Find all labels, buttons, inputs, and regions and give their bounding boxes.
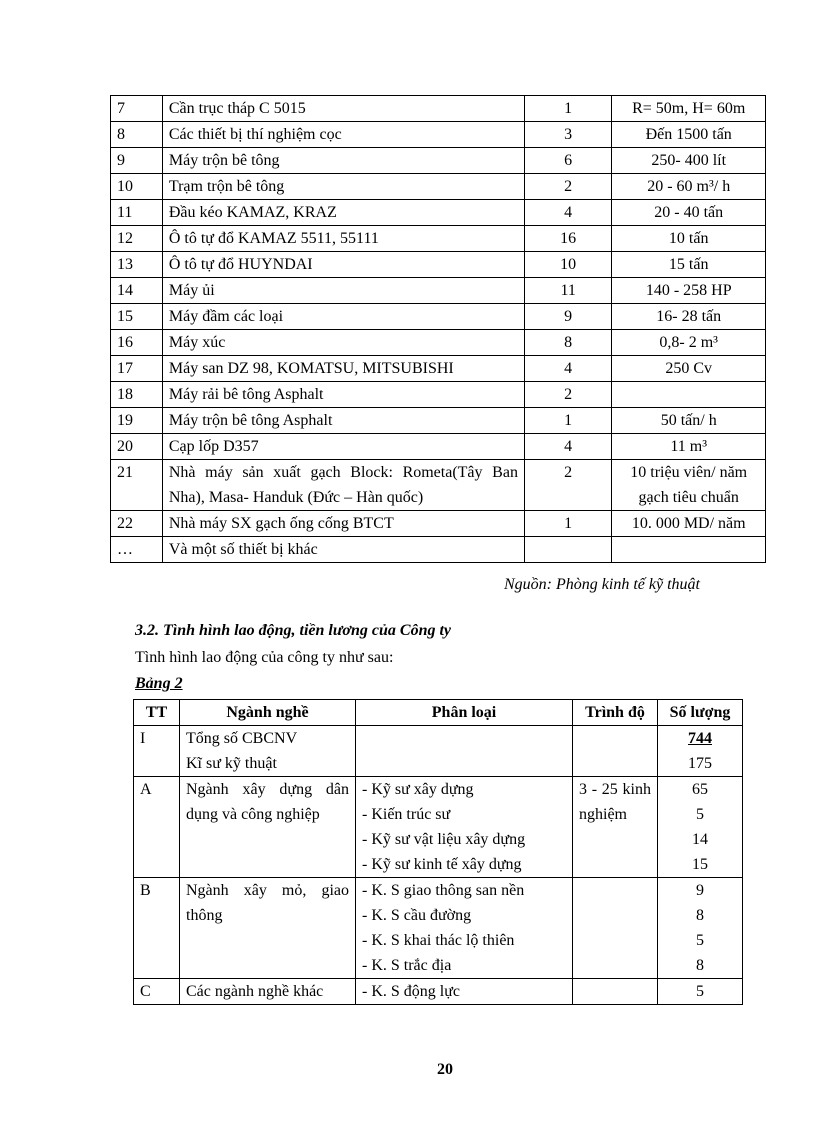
table-row [111,278,766,304]
table-row [134,726,743,777]
cell-stt: 19 [111,408,163,434]
cell-quantity: 2 [524,460,611,511]
cell-tt: B [134,878,180,979]
table-row [111,148,766,174]
cell-stt: 12 [111,226,163,252]
table-header-row [134,700,743,726]
table-row [111,382,766,408]
cell-stt: 18 [111,382,163,408]
cell-so-luong: 5 [658,979,743,1005]
table-row [111,96,766,122]
header-trinh-do: Trình độ [573,700,658,726]
cell-quantity: 2 [524,382,611,408]
cell-phan-loai: - Kỹ sư xây dựng - Kiến trúc sư - Kỹ sư vật liệu xây dựng - Kỹ sư kinh tế xây dựng [356,777,573,878]
cell-trinh-do [573,878,658,979]
table-row [111,537,766,563]
cell-capacity: 10 triệu viên/ năm gạch tiêu chuẩn [612,460,766,511]
cell-stt: 20 [111,434,163,460]
cell-quantity: 2 [524,174,611,200]
table-row [111,408,766,434]
cell-equipment-name: Trạm trộn bê tông [162,174,524,200]
table-row [134,777,743,878]
labor-table [133,699,743,1005]
cell-equipment-name: Máy xúc [162,330,524,356]
table-row [111,511,766,537]
cell-tt: C [134,979,180,1005]
cell-stt: 14 [111,278,163,304]
cell-trinh-do: 3 - 25 kinh nghiệm [573,777,658,878]
cell-equipment-name: Cạp lốp D357 [162,434,524,460]
header-tt: TT [134,700,180,726]
cell-so-luong: 744 175 [658,726,743,777]
cell-quantity: 4 [524,356,611,382]
cell-quantity: 16 [524,226,611,252]
table-row [111,330,766,356]
cell-quantity: 3 [524,122,611,148]
cell-capacity: 15 tấn [612,252,766,278]
equipment-table [110,95,766,563]
cell-stt: 10 [111,174,163,200]
cell-quantity: 9 [524,304,611,330]
cell-nganh: Tổng số CBCNV Kĩ sư kỹ thuật [180,726,356,777]
cell-so-luong: 65 5 14 15 [658,777,743,878]
cell-so-luong: 9 8 5 8 [658,878,743,979]
cell-quantity: 4 [524,200,611,226]
cell-stt: 16 [111,330,163,356]
intro-text: Tình hình lao động của công ty như sau: [135,649,394,666]
cell-capacity: 20 - 40 tấn [612,200,766,226]
cell-equipment-name: Đầu kéo KAMAZ, KRAZ [162,200,524,226]
cell-stt: 21 [111,460,163,511]
section-title: 3.2. Tình hình lao động, tiền lương của Công ty [135,622,452,639]
cell-equipment-name: Nhà máy sản xuất gạch Block: Rometa(Tây Ban Nha), Masa- Handuk (Đức – Hàn quốc) [162,460,524,511]
table-row [111,252,766,278]
cell-capacity: 140 - 258 HP [612,278,766,304]
cell-capacity: Đến 1500 tấn [612,122,766,148]
cell-capacity: R= 50m, H= 60m [612,96,766,122]
cell-capacity: 10. 000 MD/ năm [612,511,766,537]
table-row [111,122,766,148]
cell-equipment-name: Máy rải bê tông Asphalt [162,382,524,408]
cell-stt: 17 [111,356,163,382]
cell-phan-loai: - K. S động lực [356,979,573,1005]
cell-tt: A [134,777,180,878]
cell-quantity: 1 [524,96,611,122]
cell-capacity: 0,8- 2 m³ [612,330,766,356]
header-so-luong: Số lượng [658,700,743,726]
cell-quantity: 1 [524,408,611,434]
cell-nganh: Ngành xây dựng dân dụng và công nghiệp [180,777,356,878]
cell-trinh-do [573,979,658,1005]
cell-capacity [612,537,766,563]
cell-quantity: 1 [524,511,611,537]
cell-equipment-name: Ô tô tự đổ KAMAZ 5511, 55111 [162,226,524,252]
cell-equipment-name: Máy trộn bê tông Asphalt [162,408,524,434]
table-row [111,200,766,226]
table-row [111,226,766,252]
cell-capacity: 250- 400 lít [612,148,766,174]
cell-stt: … [111,537,163,563]
cell-stt: 13 [111,252,163,278]
cell-equipment-name: Máy đầm các loại [162,304,524,330]
cell-capacity: 250 Cv [612,356,766,382]
cell-quantity: 8 [524,330,611,356]
cell-stt: 15 [111,304,163,330]
cell-equipment-name: Nhà máy SX gạch ống cống BTCT [162,511,524,537]
cell-tt: I [134,726,180,777]
table-row [111,356,766,382]
header-phan-loai: Phân loại [356,700,573,726]
cell-phan-loai [356,726,573,777]
cell-equipment-name: Máy ủi [162,278,524,304]
cell-nganh: Ngành xây mỏ, giao thông [180,878,356,979]
table-row [111,174,766,200]
cell-phan-loai: - K. S giao thông san nền - K. S cầu đường - K. S khai thác lộ thiên - K. S trắc địa [356,878,573,979]
cell-equipment-name: Cần trục tháp C 5015 [162,96,524,122]
cell-nganh: Các ngành nghề khác [180,979,356,1005]
table-row [111,460,766,511]
cell-equipment-name: Máy san DZ 98, KOMATSU, MITSUBISHI [162,356,524,382]
cell-stt: 22 [111,511,163,537]
cell-stt: 9 [111,148,163,174]
cell-capacity [612,382,766,408]
cell-stt: 11 [111,200,163,226]
table2-caption: Bảng 2 [135,675,183,692]
cell-equipment-name: Các thiết bị thí nghiệm cọc [162,122,524,148]
header-nganh-nghe: Ngành nghề [180,700,356,726]
table-row [111,434,766,460]
cell-capacity: 20 - 60 m³/ h [612,174,766,200]
table-row [111,304,766,330]
cell-quantity: 6 [524,148,611,174]
cell-capacity: 11 m³ [612,434,766,460]
table-row [134,979,743,1005]
cell-quantity: 11 [524,278,611,304]
cell-quantity [524,537,611,563]
cell-capacity: 50 tấn/ h [612,408,766,434]
cell-quantity: 4 [524,434,611,460]
cell-stt: 7 [111,96,163,122]
page-number: 20 [437,1061,453,1078]
cell-equipment-name: Máy trộn bê tông [162,148,524,174]
cell-quantity: 10 [524,252,611,278]
table-row [134,878,743,979]
source-note: Nguồn: Phòng kinh tế kỹ thuật [504,576,700,593]
cell-equipment-name: Và một số thiết bị khác [162,537,524,563]
cell-capacity: 10 tấn [612,226,766,252]
cell-stt: 8 [111,122,163,148]
cell-capacity: 16- 28 tấn [612,304,766,330]
cell-trinh-do [573,726,658,777]
cell-equipment-name: Ô tô tự đổ HUYNDAI [162,252,524,278]
